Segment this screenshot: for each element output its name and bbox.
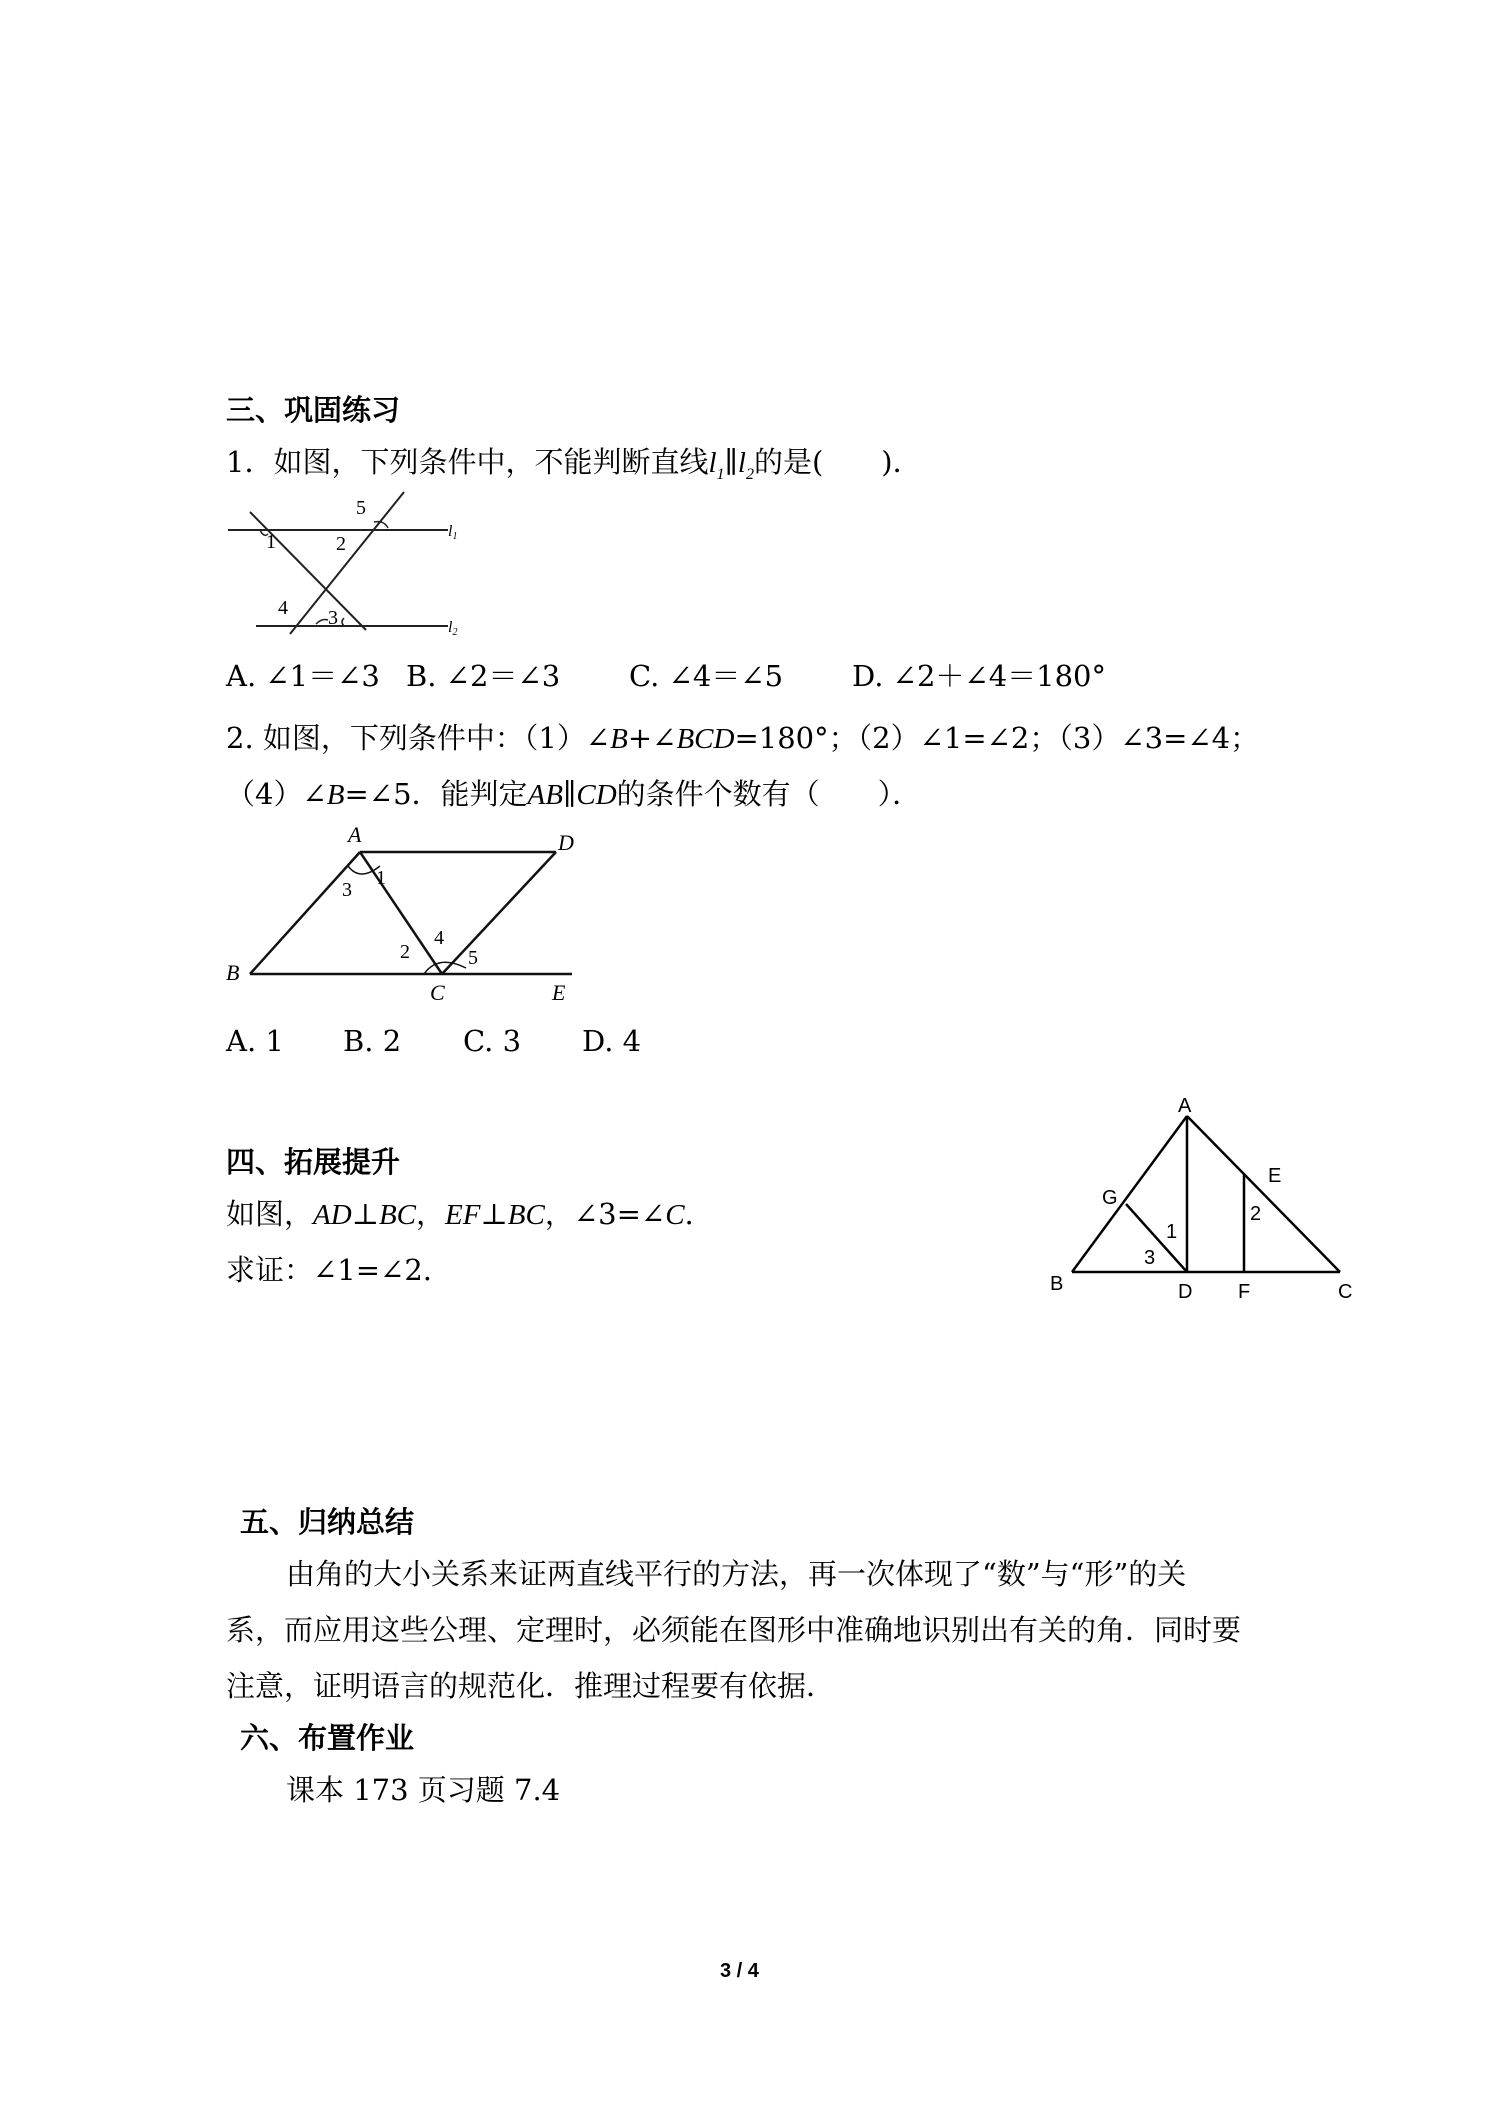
q1-option-c[interactable]: C. ∠4＝∠5 <box>629 659 784 693</box>
q2-angle-4: 4 <box>434 927 444 949</box>
q2-point-A: A <box>348 822 362 847</box>
fig3-point-D: D <box>1178 1281 1193 1303</box>
segment-AB <box>250 852 360 974</box>
segment-CD <box>442 852 556 974</box>
q1-options <box>226 654 1106 695</box>
q1-option-b[interactable]: B. ∠2＝∠3 <box>406 659 561 693</box>
q2-point-B: B <box>226 960 240 985</box>
section5-para-line1: 由角的大小关系来证两直线平行的方法，再一次体现了“数”与“形”的关 <box>286 1557 1187 1591</box>
q2-angle-5: 5 <box>468 947 478 969</box>
q2-option-c[interactable]: C. 3 <box>463 1024 522 1058</box>
section4-heading: 四、拓展提升 <box>226 1145 401 1179</box>
segment-GD <box>1126 1204 1187 1272</box>
q2-angle-2: 2 <box>400 941 410 963</box>
section4-figure <box>1050 1094 1370 1316</box>
fig3-point-A: A <box>1178 1095 1192 1117</box>
section3-heading: 三、巩固练习 <box>226 393 401 427</box>
q1-option-a[interactable]: A. ∠1＝∠3 <box>226 659 380 693</box>
q1-label-l1: l1 <box>448 523 458 542</box>
fig3-point-G: G <box>1102 1187 1118 1209</box>
fig3-point-F: F <box>1238 1281 1251 1303</box>
q2-point-E: E <box>552 980 566 1005</box>
q1-angle-4: 4 <box>278 597 288 619</box>
q1-figure <box>226 490 466 638</box>
q2-stem-line1: 2. 如图，下列条件中：（1）∠B+∠BCD=180°；（2）∠1=∠2；（3）∠3=∠4； <box>226 721 1260 755</box>
segment-AC <box>1187 1116 1340 1272</box>
q1-angle-1: 1 <box>266 531 276 553</box>
section5-heading: 五、归纳总结 <box>240 1505 415 1539</box>
q1-angle-2: 2 <box>336 533 346 555</box>
q2-options <box>226 1024 641 1058</box>
section5-para-line3: 注意，证明语言的规范化．推理过程要有依据． <box>226 1669 836 1703</box>
q2-stem-line2: （4）∠B=∠5．能判定AB∥CD的条件个数有（ ）． <box>226 777 922 811</box>
q1-angle-5: 5 <box>356 497 366 519</box>
section6-content: 课本 173 页习题 7.4 <box>286 1773 561 1807</box>
q1-label-l2: l2 <box>448 619 458 638</box>
section5-para-line2: 系，而应用这些公理、定理时，必须能在图形中准确地识别出有关的角．同时要 <box>226 1613 1242 1647</box>
q2-option-d[interactable]: D. 4 <box>582 1024 642 1058</box>
q2-option-a[interactable]: A. 1 <box>226 1024 284 1058</box>
q1-option-d[interactable]: D. ∠2＋∠4＝180° <box>852 659 1107 693</box>
fig3-point-E: E <box>1268 1165 1282 1187</box>
q2-option-b[interactable]: B. 2 <box>343 1024 402 1058</box>
section4-given: 如图，AD⊥BC，EF⊥BC，∠3=∠C. <box>226 1197 694 1231</box>
q1-stem: 1．如图，下列条件中，不能判断直线$l_1\parallel l_2$的是( )． <box>226 445 922 483</box>
fig3-angle-2: 2 <box>1250 1203 1262 1225</box>
fig3-angle-1: 1 <box>1166 1221 1178 1243</box>
fig3-point-B: B <box>1050 1273 1064 1295</box>
q1-angle-3: 3 <box>328 607 338 629</box>
section4-prove: 求证：∠1=∠2. <box>226 1253 433 1287</box>
q2-angle-3: 3 <box>342 879 352 901</box>
q2-angle-1: 1 <box>376 867 386 889</box>
fig3-point-C: C <box>1338 1281 1353 1303</box>
segment-AB <box>1072 1116 1187 1272</box>
page-number: 3 / 4 <box>720 1960 759 1982</box>
fig3-angle-3: 3 <box>1144 1247 1156 1269</box>
section6-heading: 六、布置作业 <box>240 1721 415 1755</box>
q2-point-C: C <box>430 980 445 1005</box>
q2-figure <box>224 820 594 1010</box>
q2-point-D: D <box>558 830 574 855</box>
